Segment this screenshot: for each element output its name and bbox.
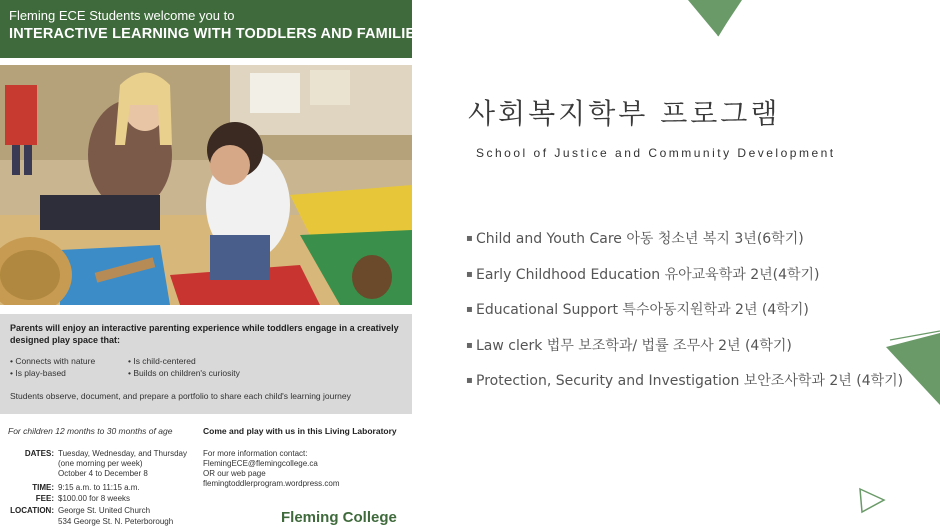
detail-label: FEE: (35, 494, 54, 503)
detail-value: Tuesday, Wednesday, and Thursday (58, 449, 187, 458)
program-item (466, 299, 903, 335)
contact-info (203, 449, 408, 489)
age-note: For children 12 months to 30 months of age (8, 426, 173, 436)
poster-footer-text: Students observe, document, and prepare a portfolio to share each child's learning journey (10, 391, 351, 401)
program-list (466, 228, 903, 406)
bullet-icon: ▪ (466, 304, 473, 315)
contact-website: flemingtoddlerprogram.wordpress.com (203, 479, 340, 488)
program-label: Law clerk 법무 보조학과/ 법률 조무사 2년 (4학기) (476, 337, 792, 354)
program-label: Educational Support 특수아동지원학과 2년 (4학기) (476, 302, 809, 318)
detail-location (0, 506, 200, 526)
program-item (466, 370, 903, 406)
detail-value: $100.00 for 8 weeks (58, 494, 131, 503)
poster-bullet: • Builds on children's curiosity (128, 368, 240, 378)
program-item (466, 264, 903, 300)
detail-dates (0, 449, 200, 479)
detail-time (0, 483, 200, 493)
program-label: Early Childhood Education 유아교육학과 2년(4학기) (476, 266, 820, 283)
top-triangle-decoration (680, 0, 750, 45)
contact-email: FlemingECE@flemingcollege.ca (203, 459, 318, 468)
poster-image (0, 0, 426, 530)
college-logo-text: Fleming College (281, 509, 397, 526)
poster-bullet: • Is child-centered (128, 356, 196, 366)
triangle-play-outline-icon (856, 486, 888, 516)
bullet-icon: ▪ (466, 268, 473, 280)
detail-fee (0, 494, 200, 504)
contact-line: OR our web page (203, 469, 266, 478)
slide-subtitle: School of Justice and Community Development (476, 146, 836, 160)
detail-value: October 4 to December 8 (58, 469, 148, 478)
poster-header-line1: Fleming ECE Students welcome you to (9, 8, 235, 23)
bullet-icon: ▪ (466, 339, 473, 351)
slide-title: 사회복지학부 프로그램 (468, 97, 781, 130)
poster-photo (0, 65, 412, 305)
detail-value: 534 George St. N. Peterborough (58, 517, 174, 526)
poster-bullets (10, 356, 400, 380)
poster-info-box (0, 314, 412, 414)
detail-value: (one morning per week) (58, 459, 143, 468)
poster-intro-text: Parents will enjoy an interactive parenting experience while toddlers engage in a creatively designed play space that: (10, 323, 399, 345)
bullet-icon: ▪ (466, 233, 473, 244)
detail-label: TIME: (32, 483, 54, 492)
program-item (466, 335, 903, 371)
program-label: Child and Youth Care 아동 청소년 복지 3년(6학기) (476, 231, 804, 247)
poster-bullet: • Connects with nature (10, 356, 96, 366)
poster-header-line2: INTERACTIVE LEARNING WITH TODDLERS AND FAMILIES (9, 26, 426, 42)
program-item (466, 228, 903, 264)
contact-line: For more information contact: (203, 449, 308, 458)
detail-label: LOCATION: (10, 506, 54, 515)
living-lab-note: Come and play with us in this Living Laboratory (203, 426, 397, 436)
program-label: Protection, Security and Investigation 보안조사학과 2년 (4학기) (476, 373, 904, 389)
detail-label: DATES: (24, 449, 54, 458)
detail-value: George St. United Church (58, 506, 151, 515)
poster-bullet: • Is play-based (10, 368, 66, 378)
detail-value: 9:15 a.m. to 11:15 a.m. (58, 483, 140, 492)
bullet-icon: ▪ (466, 375, 473, 386)
poster-header (0, 0, 426, 58)
poster-details (0, 416, 412, 530)
